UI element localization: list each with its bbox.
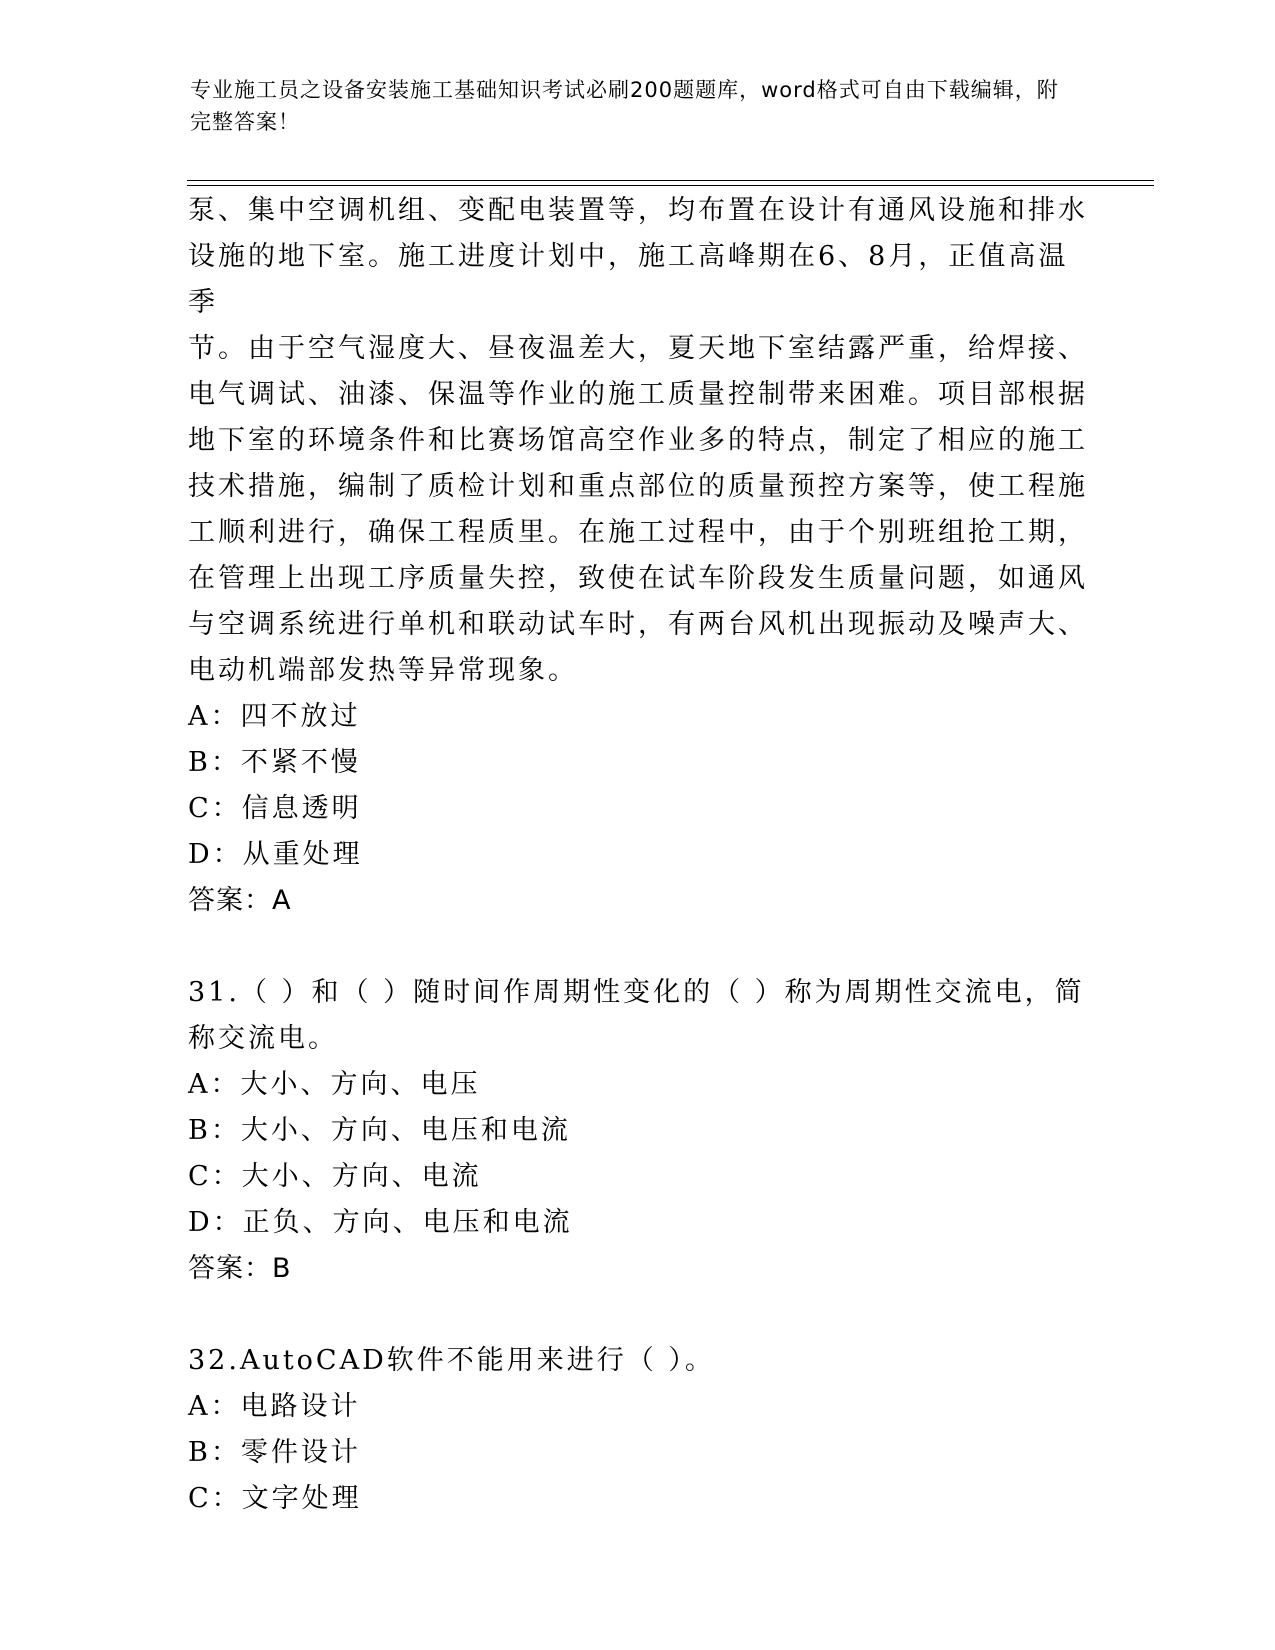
option-a: A：大小、方向、电压 bbox=[188, 1069, 481, 1100]
stem-line: 技术措施，编制了质检计划和重点部位的质量预控方案等，使工程施 bbox=[188, 471, 1088, 502]
stem-line: 31.（ ）和（ ）随时间作周期性变化的（ ）称为周期性交流电，简 bbox=[188, 977, 1085, 1008]
question-31-stem bbox=[188, 970, 1088, 1062]
document-title: 专业施工员之设备安装施工基础知识考试必刷200题题库，word格式可自由下载编辑，附完整答案！ bbox=[190, 78, 1059, 134]
stem-line: 节。由于空气湿度大、昼夜温差大，夏天地下室结露严重，给焊接、 bbox=[188, 333, 1088, 364]
option-b: B：零件设计 bbox=[188, 1437, 361, 1468]
option-b: B：大小、方向、电压和电流 bbox=[188, 1115, 571, 1146]
stem-line: 称交流电。 bbox=[188, 1023, 338, 1054]
stem-line: 工顺利进行，确保工程质里。在施工过程中，由于个别班组抢工期， bbox=[188, 517, 1088, 548]
document-header bbox=[190, 74, 1070, 138]
spacer bbox=[188, 924, 1088, 970]
stem-line: 与空调系统进行单机和联动试车时，有两台风机出现振动及噪声大、 bbox=[188, 609, 1088, 640]
option-a: A：电路设计 bbox=[188, 1391, 361, 1422]
document-body bbox=[188, 188, 1088, 1522]
stem-line: 泵、集中空调机组、变配电装置等，均布置在设计有通风设施和排水 bbox=[188, 195, 1088, 226]
option-c: C：文字处理 bbox=[188, 1483, 362, 1514]
question-32-stem: 32.AutoCAD软件不能用来进行（ ）。 bbox=[188, 1345, 715, 1376]
spacer bbox=[188, 1292, 1088, 1338]
option-b: B：不紧不慢 bbox=[188, 747, 361, 778]
question-32 bbox=[188, 1338, 1088, 1522]
question-31 bbox=[188, 970, 1088, 1292]
question-30 bbox=[188, 188, 1088, 924]
question-30-stem bbox=[188, 188, 1088, 694]
option-c: C：信息透明 bbox=[188, 793, 362, 824]
stem-line: 电气调试、油漆、保温等作业的施工质量控制带来困难。项目部根据 bbox=[188, 379, 1088, 410]
option-c: C：大小、方向、电流 bbox=[188, 1161, 482, 1192]
stem-line: 电动机端部发热等异常现象。 bbox=[188, 655, 578, 686]
stem-line: 设施的地下室。施工进度计划中，施工高峰期在6、8月，正值高温季 bbox=[188, 241, 1069, 318]
stem-line: 地下室的环境条件和比赛场馆高空作业多的特点，制定了相应的施工 bbox=[188, 425, 1088, 456]
answer: 答案：B bbox=[188, 1253, 292, 1284]
option-a: A：四不放过 bbox=[188, 701, 361, 732]
stem-line: 在管理上出现工序质量失控，致使在试车阶段发生质量问题，如通风 bbox=[188, 563, 1088, 594]
option-d: D：正负、方向、电压和电流 bbox=[188, 1207, 573, 1238]
answer: 答案：A bbox=[188, 885, 292, 916]
option-d: D：从重处理 bbox=[188, 839, 363, 870]
header-double-rule bbox=[187, 180, 1154, 186]
